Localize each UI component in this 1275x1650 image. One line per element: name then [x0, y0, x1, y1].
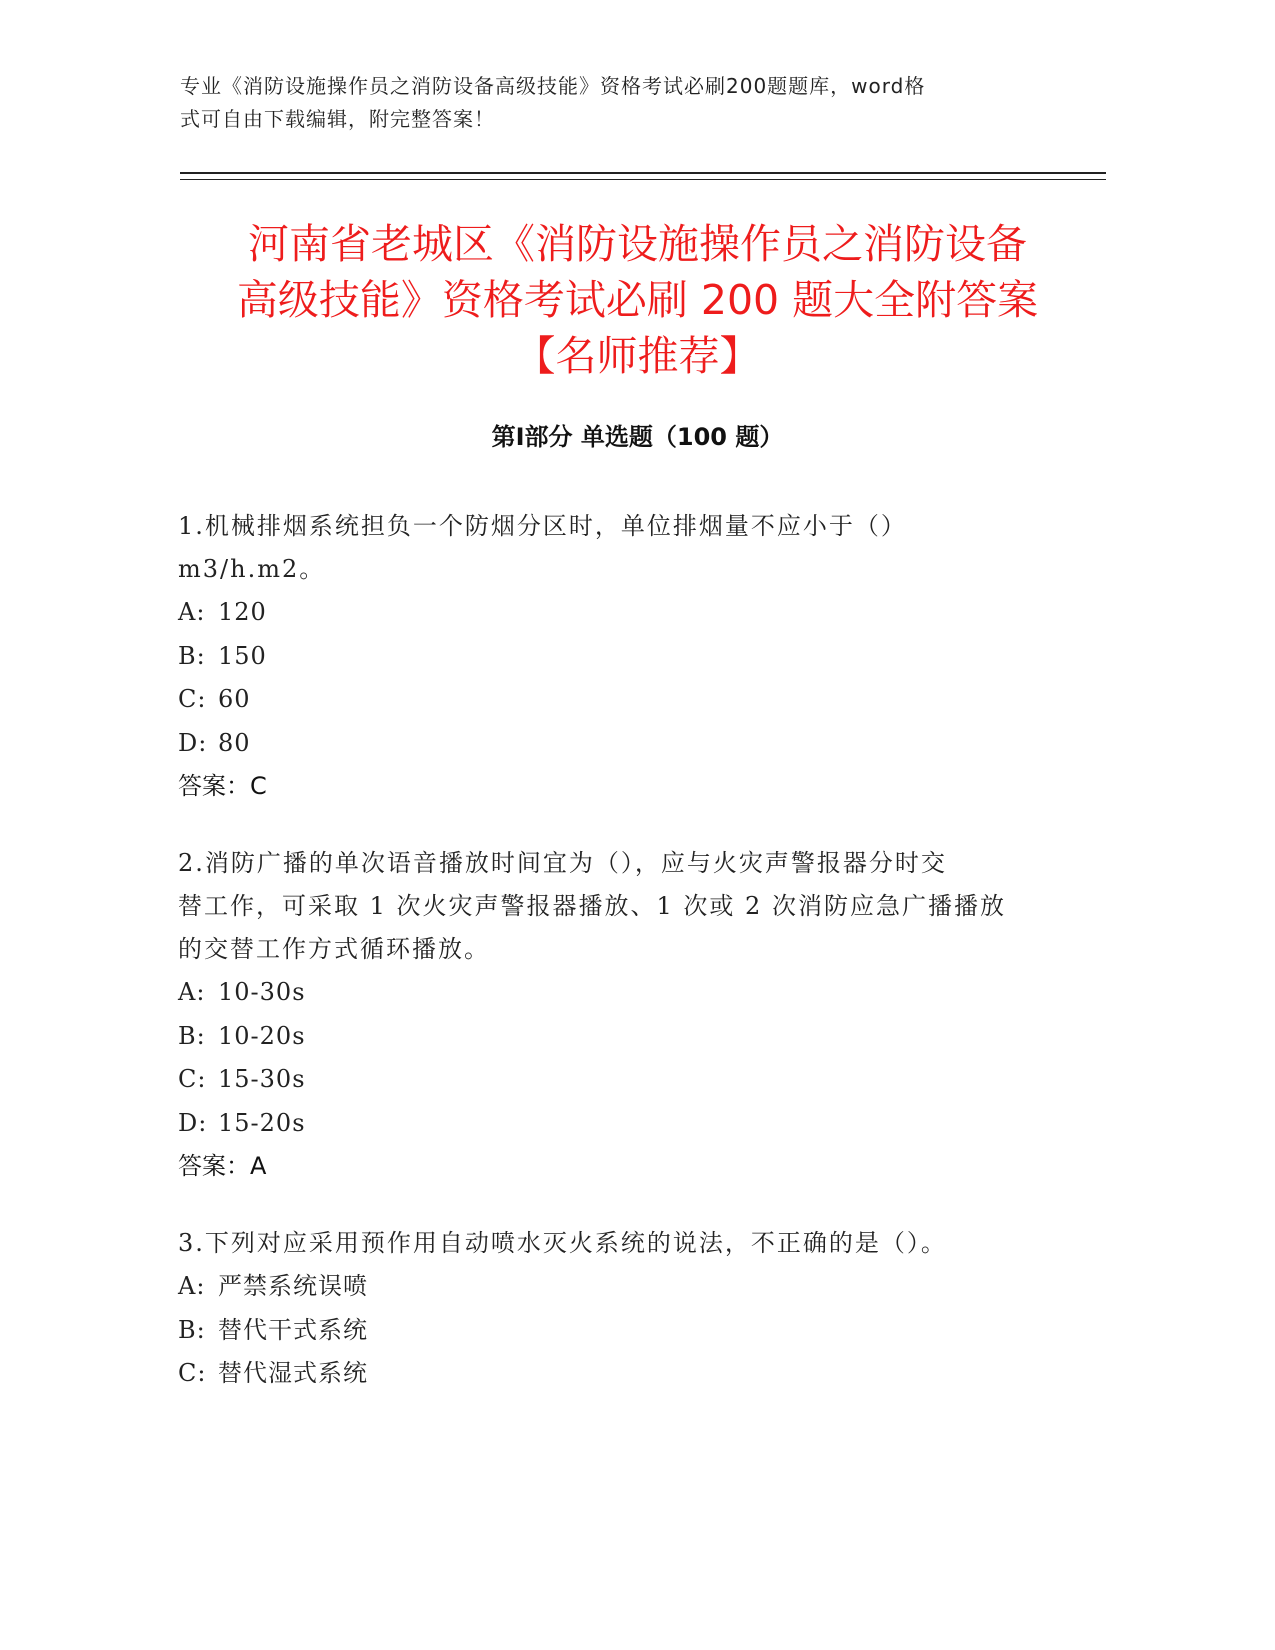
- option-text: 替代干式系统: [218, 1315, 368, 1344]
- option-c: [178, 1058, 1058, 1102]
- option-text: 15-30s: [218, 1065, 306, 1093]
- option-b: [178, 635, 1058, 679]
- title-line-2: 高级技能》资格考试必刷 200 题大全附答案: [236, 276, 1039, 324]
- option-letter: C:: [178, 1359, 207, 1387]
- option-a: [178, 1265, 1058, 1309]
- question-stem-line: 的交替工作方式循环播放。: [178, 935, 490, 963]
- option-text: 10-20s: [218, 1021, 306, 1050]
- intro-text: [180, 70, 1060, 136]
- option-text: 150: [218, 641, 267, 670]
- option-c: [178, 1352, 1058, 1396]
- option-letter: A:: [178, 598, 206, 626]
- option-letter: B:: [178, 641, 206, 670]
- option-letter: B:: [178, 1021, 206, 1050]
- option-text: 15-20s: [218, 1108, 306, 1137]
- answer-line: 答案：C: [178, 772, 267, 800]
- header-divider-thin: [180, 179, 1106, 180]
- question-3: [178, 1222, 1058, 1396]
- question-stem-line: m3/h.m2。: [178, 555, 326, 583]
- section-title: 第Ⅰ部分 单选题（100 题）: [491, 423, 784, 451]
- option-text: 80: [218, 728, 251, 757]
- option-text: 10-30s: [218, 978, 306, 1006]
- question-2: [178, 842, 1058, 1188]
- title-line-1: 河南省老城区《消防设施操作员之消防设备: [248, 220, 1027, 268]
- option-letter: A:: [178, 1272, 206, 1300]
- intro-line-1: 专业《消防设施操作员之消防设备高级技能》资格考试必刷200题题库，word格: [180, 74, 926, 98]
- option-letter: C:: [178, 685, 207, 713]
- option-a: [178, 591, 1058, 635]
- intro-line-2: 式可自由下载编辑，附完整答案！: [180, 107, 495, 131]
- question-stem-line: 1.机械排烟系统担负一个防烟分区时，单位排烟量不应小于（）: [178, 512, 907, 540]
- option-letter: A:: [178, 978, 206, 1006]
- question-1: [178, 505, 1058, 808]
- option-letter: D:: [178, 728, 208, 757]
- option-letter: D:: [178, 1108, 208, 1137]
- question-stem-line: 2.消防广播的单次语音播放时间宜为（），应与火灾声警报器分时交: [178, 849, 947, 877]
- option-letter: C:: [178, 1065, 207, 1093]
- header-divider-thick: [180, 172, 1106, 174]
- option-d: [178, 1102, 1058, 1146]
- answer-line: 答案：A: [178, 1152, 267, 1180]
- option-text: 60: [218, 685, 251, 713]
- option-text: 严禁系统误喷: [218, 1272, 368, 1300]
- question-list: [178, 505, 1058, 1430]
- title-line-3: 【名师推荐】: [514, 332, 761, 380]
- document-title: [140, 216, 1135, 384]
- option-b: [178, 1015, 1058, 1059]
- option-c: [178, 678, 1058, 722]
- option-text: 替代湿式系统: [218, 1359, 368, 1387]
- option-a: [178, 971, 1058, 1015]
- option-text: 120: [218, 598, 267, 626]
- option-b: [178, 1309, 1058, 1353]
- question-stem-line: 替工作，可采取 1 次火灾声警报器播放、1 次或 2 次消防应急广播播放: [178, 892, 1006, 920]
- question-stem-line: 3.下列对应采用预作用自动喷水灭火系统的说法，不正确的是（）。: [178, 1229, 947, 1257]
- option-letter: B:: [178, 1315, 206, 1344]
- option-d: [178, 722, 1058, 766]
